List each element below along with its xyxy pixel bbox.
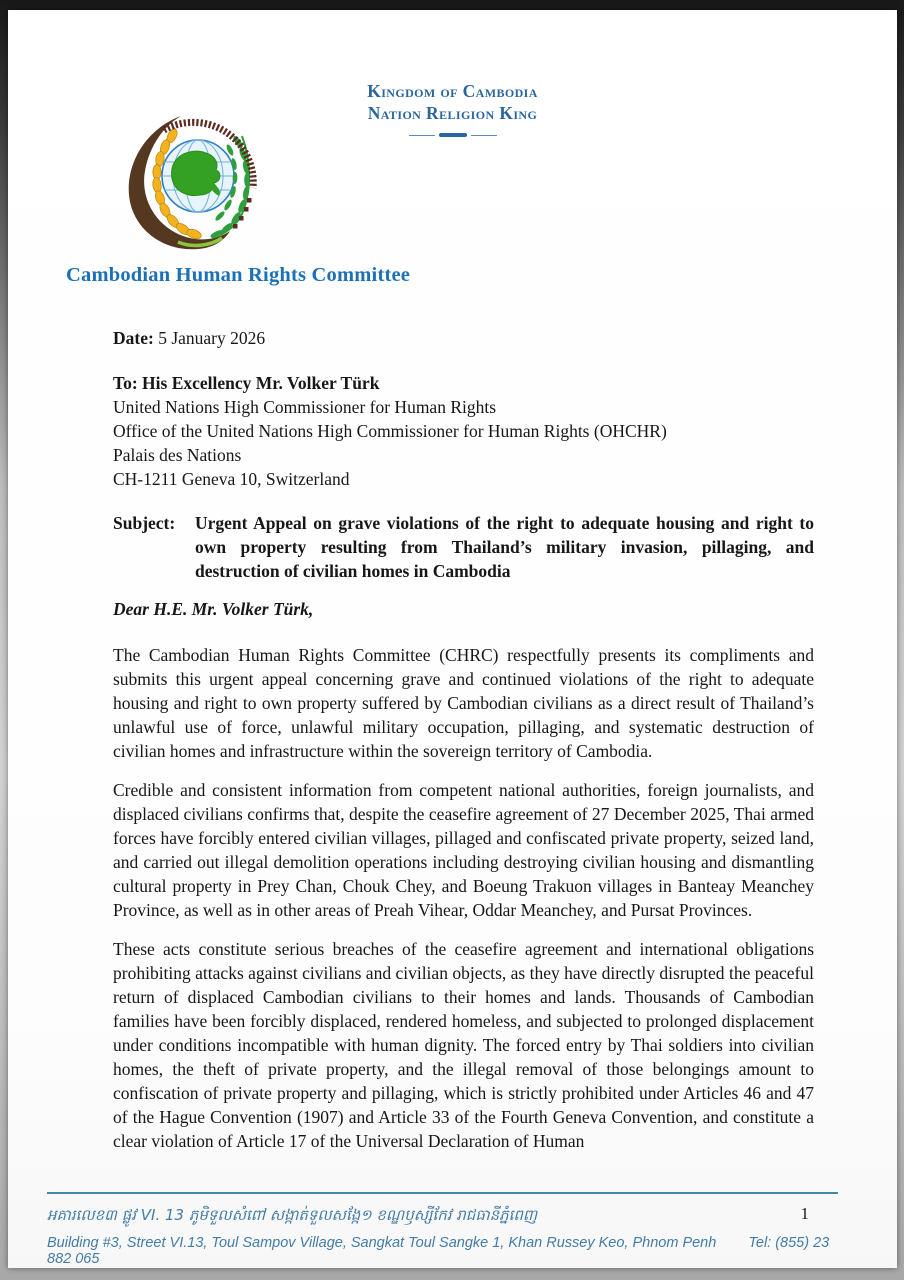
footer-address-text: Building #3, Street VI.13, Toul Sampov Village, Sangkat Toul Sangke 1, Khan Russey Keo, Phnom Penh	[47, 1235, 717, 1251]
letter-page	[8, 10, 897, 1268]
kingdom-line: Kingdom of Cambodia	[367, 81, 538, 101]
recipient-line: CH-1211 Geneva 10, Switzerland	[113, 469, 350, 489]
divider-wing	[409, 135, 435, 136]
subject-text: Urgent Appeal on grave violations of the right to adequate housing and right to own property resulting from Thailand’s military invasion, pillaging, and destruction of civilian homes in Cambodia	[195, 513, 814, 581]
page-number: 1	[800, 1204, 809, 1223]
recipient-name: His Excellency Mr. Volker Türk	[142, 373, 380, 393]
subject-label: Subject:	[113, 513, 176, 533]
footer-address-english	[47, 1235, 838, 1267]
recipient-line: Office of the United Nations High Commissioner for Human Rights (OHCHR)	[113, 421, 667, 441]
date-label: Date:	[113, 328, 154, 348]
recipient-line: Palais des Nations	[113, 445, 242, 465]
chrc-logo-icon	[118, 113, 266, 263]
to-label: To:	[113, 373, 138, 393]
footer-tel: Tel: (855) 23 882 065	[47, 1235, 830, 1267]
motto-line: Nation Religion King	[367, 103, 538, 123]
date-line	[113, 326, 814, 350]
divider-wing	[471, 135, 497, 136]
paragraph-2: Credible and consistent information from competent national authorities, foreign journalists, and displaced civilians confirms that, despite the ceasefire agreement of 27 December 2025, Thai armed forces have forcibly entered civilian villages, pillaged and confiscated private property, seized land, and carried out illegal demolition operations including destroying civilian housing and dismantling cultural property in Prey Chan, Chouk Chey, and Boeung Trakuon villages in Banteay Meanchey Province, as well as in other areas of Preah Vihear, Oddar Meanchey, and Pursat Provinces.	[113, 780, 814, 920]
committee-title: Cambodian Human Rights Committee	[66, 264, 411, 286]
footer-address-khmer: អគារលេខ៣ ផ្លូវ VI. 13 ភូមិទួលសំពៅ សង្កាត់ទួលសង្កែ១ ខណ្ឌឫស្សីកែវ រាជធានីភ្នំពេញ	[47, 1206, 538, 1224]
footer-divider	[47, 1192, 838, 1194]
paragraph-1: The Cambodian Human Rights Committee (CHRC) respectfully presents its compliments and submits this urgent appeal concerning grave and continued violations of the right to adequate housing and right to own property suffered by Cambodian civilians as a direct result of Thailand’s unlawful use of force, unlawful military occupation, pillaging, and systematic destruction of civilian homes and infrastructure within the sovereign territory of Cambodia.	[113, 645, 814, 761]
page-footer	[47, 1192, 838, 1267]
recipient-line: United Nations High Commissioner for Human Rights	[113, 397, 497, 417]
salutation: Dear H.E. Mr. Volker Türk,	[113, 599, 314, 619]
recipient-block	[113, 371, 814, 491]
paragraph-3: These acts constitute serious breaches of the ceasefire agreement and international obligations prohibiting attacks against civilians and civilian objects, as they have directly disrupted the peaceful return of displaced Cambodian civilians to their homes and lands. Thousands of Cambodian families have been forcibly displaced, rendered homeless, and subjected to prolonged displacement under conditions incompatible with human dignity. The forced entry by Thai soldiers into civilian homes, the theft of private property, and the illegal removal of those belongings amount to confiscation of private property and pillaging, which is strictly prohibited under Articles 46 and 47 of the Hague Convention (1907) and Article 33 of the Fourth Geneva Convention, and constitute a clear violation of Article 17 of the Universal Declaration of Human	[113, 939, 814, 1151]
subject-block	[113, 511, 814, 583]
chrc-emblem-icon	[118, 113, 266, 263]
recipient-name-line	[113, 371, 814, 395]
letter-body	[113, 326, 814, 1168]
date-value: 5 January 2026	[158, 328, 266, 348]
divider-bar	[439, 133, 467, 137]
globe-icon	[162, 140, 234, 212]
